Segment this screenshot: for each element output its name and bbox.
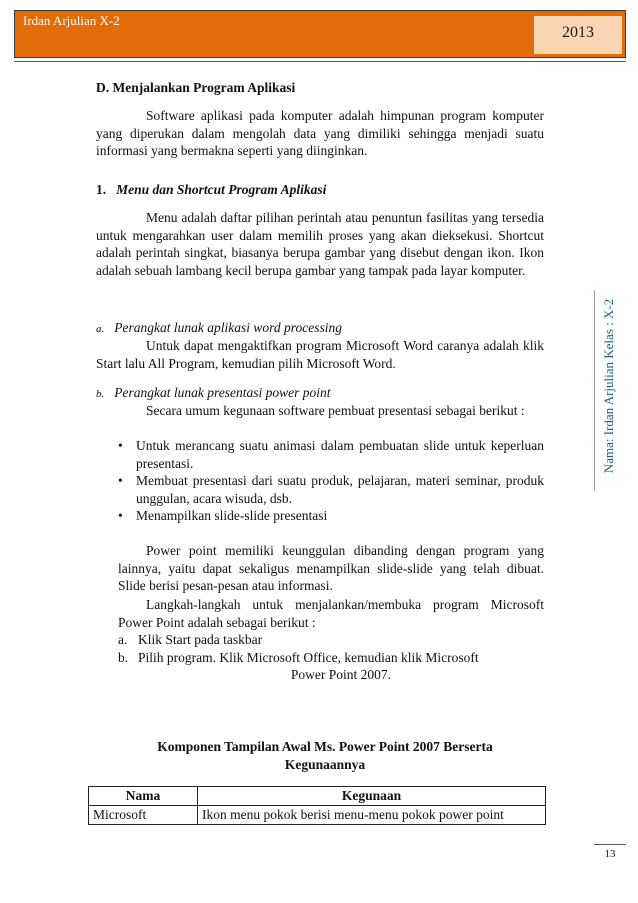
subheading-1-title: Menu dan Shortcut Program Aplikasi [116,182,327,197]
table-title: Komponen Tampilan Awal Ms. Power Point 2007 Berserta Kegunaannya [157,739,493,772]
section-heading: D. Menjalankan Program Aplikasi [96,80,296,95]
step-label: a. [118,632,128,647]
table-row [89,806,546,825]
list-item: • Menampilkan slide-slide presentasi [118,507,544,525]
step-item [118,649,544,684]
sub1-text: Menu adalah daftar pilihan perintah atau penuntun fasilitas yang tersedia untuk mengarahkan user dalam memilih proses yang akan dieksekusi. Shortcut adalah perintah singkat, biasanya berupa gambar yang disebut dengan ikon. Ikon adalah sebuah lambang kecil berupa gambar yang tampak pada layar komputer. [96,210,544,278]
subheading-b-title: Perangkat lunak presentasi power point [114,385,331,400]
sub-b-para2: Langkah-langkah untuk menjalankan/membuka program Microsoft Power Point adalah sebagai berikut : [118,597,544,630]
header-title: Irdan Arjulian X-2 [23,13,120,28]
steps-list [118,631,544,684]
subheading-1 [96,182,326,198]
sub-b-para1: Power point memiliki keunggulan dibanding dengan program yang lainnya, yaitu dapat sekaligus menampilkan slide-slide yang telah dibuat. Slide berisi pesan-pesan atau informasi. [118,543,544,594]
header-year-box [533,16,622,54]
table-cell: Ikon menu pokok berisi menu-menu pokok power point [198,806,546,825]
subheading-b-number: b. [96,388,105,400]
header-year: 2013 [562,24,594,41]
step-text: Pilih program. Klik Microsoft Office, kemudian klik Microsoft [138,649,479,665]
subheading-1-number: 1. [96,182,107,197]
subheading-a [96,320,342,336]
page-number: 13 [604,848,616,860]
sub-a-text: Untuk dapat mengaktifkan program Microsoft Word caranya adalah klik Start lalu All Program, kemudian pilih Microsoft Word. [96,338,544,371]
table-header-row [89,787,546,806]
sub-b-text: Secara umum kegunaan software pembuat presentasi sebagai berikut : [146,403,525,418]
bullet-list [118,437,544,525]
column-header-kegunaan: Kegunaan [198,787,546,806]
components-table [88,786,546,825]
header-rule [14,61,626,62]
side-label-box [596,268,622,504]
step-label: b. [118,649,129,665]
column-header-nama: Nama [89,787,198,806]
table-cell: Microsoft [89,806,198,825]
page-header [14,10,626,60]
list-item: • Untuk merancang suatu animasi dalam pembuatan slide untuk keperluan presentasi. [118,437,544,472]
subheading-a-number: a. [96,323,105,335]
step-item [118,631,544,649]
subheading-b [96,385,330,401]
subheading-a-title: Perangkat lunak aplikasi word processing [114,320,342,335]
page-number-rule [594,844,626,845]
side-label: Nama: Irdan Arjulian Kelas : X-2 [601,298,616,474]
side-rule [594,290,595,490]
step-text-continued: Power Point 2007. [290,667,392,683]
list-item: • Membuat presentasi dari suatu produk, pelajaran, materi seminar, produk unggulan, acara wisuda, dsb. [118,472,544,507]
section-intro: Software aplikasi pada komputer adalah himpunan program komputer yang diperukan dalam mengolah data yang dimiliki sehingga menjadi suatu informasi yang bermakna seperti yang diinginkan. [96,108,544,159]
step-text: Klik Start pada taskbar [138,632,263,647]
